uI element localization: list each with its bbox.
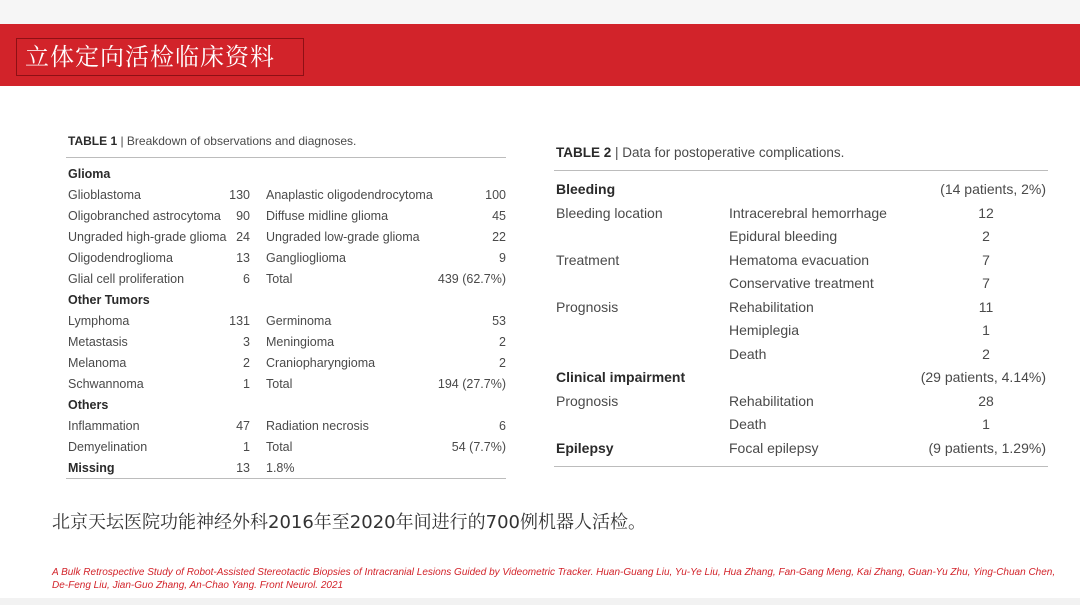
table1-cell-name: Ungraded low-grade glioma bbox=[266, 230, 420, 244]
table1-cell-count: 2 bbox=[499, 335, 506, 349]
table2-cell-value: 2 bbox=[982, 345, 990, 362]
table1-caption bbox=[68, 134, 356, 148]
table1-cell-count: 6 bbox=[499, 419, 506, 433]
table1-cell-name: Total bbox=[266, 377, 293, 391]
table2-cell-item: Rehabilitation bbox=[729, 298, 814, 315]
table1-caption-text: | Breakdown of observations and diagnoses. bbox=[117, 134, 357, 148]
table1-cell-name: Radiation necrosis bbox=[266, 419, 369, 433]
table1-cell-name: Anaplastic oligodendrocytoma bbox=[266, 188, 433, 202]
summary-text: 北京天坛医院功能神经外科2016年至2020年间进行的700例机器人活检。 bbox=[52, 512, 646, 533]
table2-cell-value: 7 bbox=[982, 275, 990, 291]
table2-cell-category: Prognosis bbox=[556, 298, 619, 315]
table2-cell-value: 2 bbox=[982, 228, 990, 244]
table2-cell-item: Rehabilitation bbox=[729, 392, 814, 409]
table1-cell-count: 131 bbox=[229, 314, 250, 328]
table2-cell-item: Hemiplegia bbox=[729, 322, 800, 338]
table2-cell-category: Prognosis bbox=[556, 392, 619, 409]
table2-cell-category: Clinical impairment bbox=[556, 369, 686, 385]
table1-missing-percent: 1.8% bbox=[266, 461, 295, 475]
table2-cell-value: (14 patients, 2%) bbox=[940, 181, 1046, 197]
table1-cell-count: 13 bbox=[236, 251, 250, 265]
table1-cell-name: Diffuse midline glioma bbox=[266, 209, 389, 223]
table2-cell-value: (9 patients, 1.29%) bbox=[928, 439, 1046, 456]
table1-cell-name: Total bbox=[266, 440, 293, 454]
table1-cell-name: Total bbox=[266, 272, 293, 286]
table2-caption-label: TABLE 2 bbox=[556, 145, 612, 160]
table2-cell-value: (29 patients, 4.14%) bbox=[920, 369, 1046, 385]
table1-cell-name: Meningioma bbox=[266, 335, 335, 349]
table2-cell-item: Death bbox=[729, 416, 767, 432]
table1-cell-name: Glioblastoma bbox=[68, 188, 141, 202]
table1-cell-name: Germinoma bbox=[266, 314, 332, 328]
table1-cell-count: 45 bbox=[492, 209, 506, 223]
table1-cell-count: 439 (62.7%) bbox=[437, 272, 506, 286]
table1-cell-name: Glial cell proliferation bbox=[68, 272, 185, 286]
table1-cell-count: 130 bbox=[229, 188, 250, 202]
table2-cell-item: Focal epilepsy bbox=[729, 439, 819, 456]
table1-cell-name: Schwannoma bbox=[68, 377, 144, 391]
table1-cell-count: 22 bbox=[492, 230, 506, 244]
table2-caption bbox=[556, 145, 844, 160]
table1-cell-count: 1 bbox=[243, 440, 250, 454]
table2-cell-value: 11 bbox=[978, 298, 994, 315]
table1-caption-label: TABLE 1 bbox=[68, 134, 118, 148]
table1-cell-count: 53 bbox=[492, 314, 506, 328]
table1-cell-name: Metastasis bbox=[68, 335, 128, 349]
table1-cell-name: Demyelination bbox=[68, 440, 148, 454]
table1-section-heading: Other Tumors bbox=[68, 293, 150, 307]
table2-cell-value: 12 bbox=[978, 204, 994, 221]
table1-cell-name: Oligobranched astrocytoma bbox=[68, 209, 221, 223]
table1-cell-count: 24 bbox=[236, 230, 250, 244]
table1-cell-name: Craniopharyngioma bbox=[266, 356, 376, 370]
table2-cell-value: 7 bbox=[982, 251, 990, 268]
table2-cell-item: Hematoma evacuation bbox=[729, 251, 870, 268]
table1-cell-count: 100 bbox=[485, 188, 506, 202]
table1-missing-label: Missing bbox=[68, 461, 115, 475]
table1-cell-count: 54 (7.7%) bbox=[451, 440, 506, 454]
table2-bottom-rule bbox=[554, 466, 1048, 467]
table2-cell-value: 1 bbox=[982, 416, 990, 432]
table1-cell-count: 1 bbox=[243, 377, 250, 391]
table2-cell-item: Epidural bleeding bbox=[729, 228, 838, 244]
table1-top-rule bbox=[66, 157, 506, 158]
table1-cell-count: 2 bbox=[499, 356, 506, 370]
table1-cell-count: 3 bbox=[243, 335, 250, 349]
table1-cell-count: 90 bbox=[236, 209, 250, 223]
table2-cell-item: Death bbox=[729, 345, 767, 362]
table1-cell-name: Inflammation bbox=[68, 419, 140, 433]
table1-bottom-rule bbox=[66, 478, 506, 479]
table1-cell-name: Ungraded high-grade glioma bbox=[68, 230, 227, 244]
table2-cell-category: Bleeding location bbox=[556, 204, 663, 221]
table2-caption-text: | Data for postoperative complications. bbox=[611, 145, 845, 160]
title-banner bbox=[0, 24, 1080, 86]
table1-cell-count: 194 (27.7%) bbox=[437, 377, 506, 391]
table1-section-heading: Glioma bbox=[68, 167, 111, 181]
slide-title: 立体定向活检临床资料 bbox=[16, 38, 304, 76]
table1-cell-count: 9 bbox=[499, 251, 506, 265]
table1-cell-name: Ganglioglioma bbox=[266, 251, 346, 265]
bottom-strip bbox=[0, 598, 1080, 605]
table2-cell-value: 1 bbox=[982, 322, 990, 338]
citation: A Bulk Retrospective Study of Robot-Assisted Stereotactic Biopsies of Intracranial Lesions Guided by Videometric Tracker. Huan-Guang Liu, Yu-Ye Liu, Hua Zhang, Fan-Gang Meng, Kai Zhang, Guan-Yu Zhu, Ying-Chuan Chen, De-Feng Liu, Jian-Guo Zhang, An-Chao Yang. Front Neurol. 2021 bbox=[52, 567, 1056, 591]
table2-cell-category: Epilepsy bbox=[556, 439, 614, 456]
table1-cell-name: Melanoma bbox=[68, 356, 127, 370]
table2-cell-item: Intracerebral hemorrhage bbox=[729, 204, 887, 221]
table2-cell-category: Bleeding bbox=[556, 181, 616, 197]
table1-cell-name: Lymphoma bbox=[68, 314, 130, 328]
table2-cell-value: 28 bbox=[978, 392, 994, 409]
top-strip bbox=[0, 0, 1080, 24]
table1-cell-count: 47 bbox=[236, 419, 250, 433]
table2-cell-category: Treatment bbox=[556, 251, 620, 268]
table1-cell-count: 2 bbox=[243, 356, 250, 370]
table2-top-rule bbox=[554, 170, 1048, 171]
table1-missing-count: 13 bbox=[236, 461, 250, 475]
table1-cell-name: Oligodendroglioma bbox=[68, 251, 173, 265]
table2-cell-item: Conservative treatment bbox=[729, 275, 874, 291]
table1-cell-count: 6 bbox=[243, 272, 250, 286]
table1-section-heading: Others bbox=[68, 398, 109, 412]
